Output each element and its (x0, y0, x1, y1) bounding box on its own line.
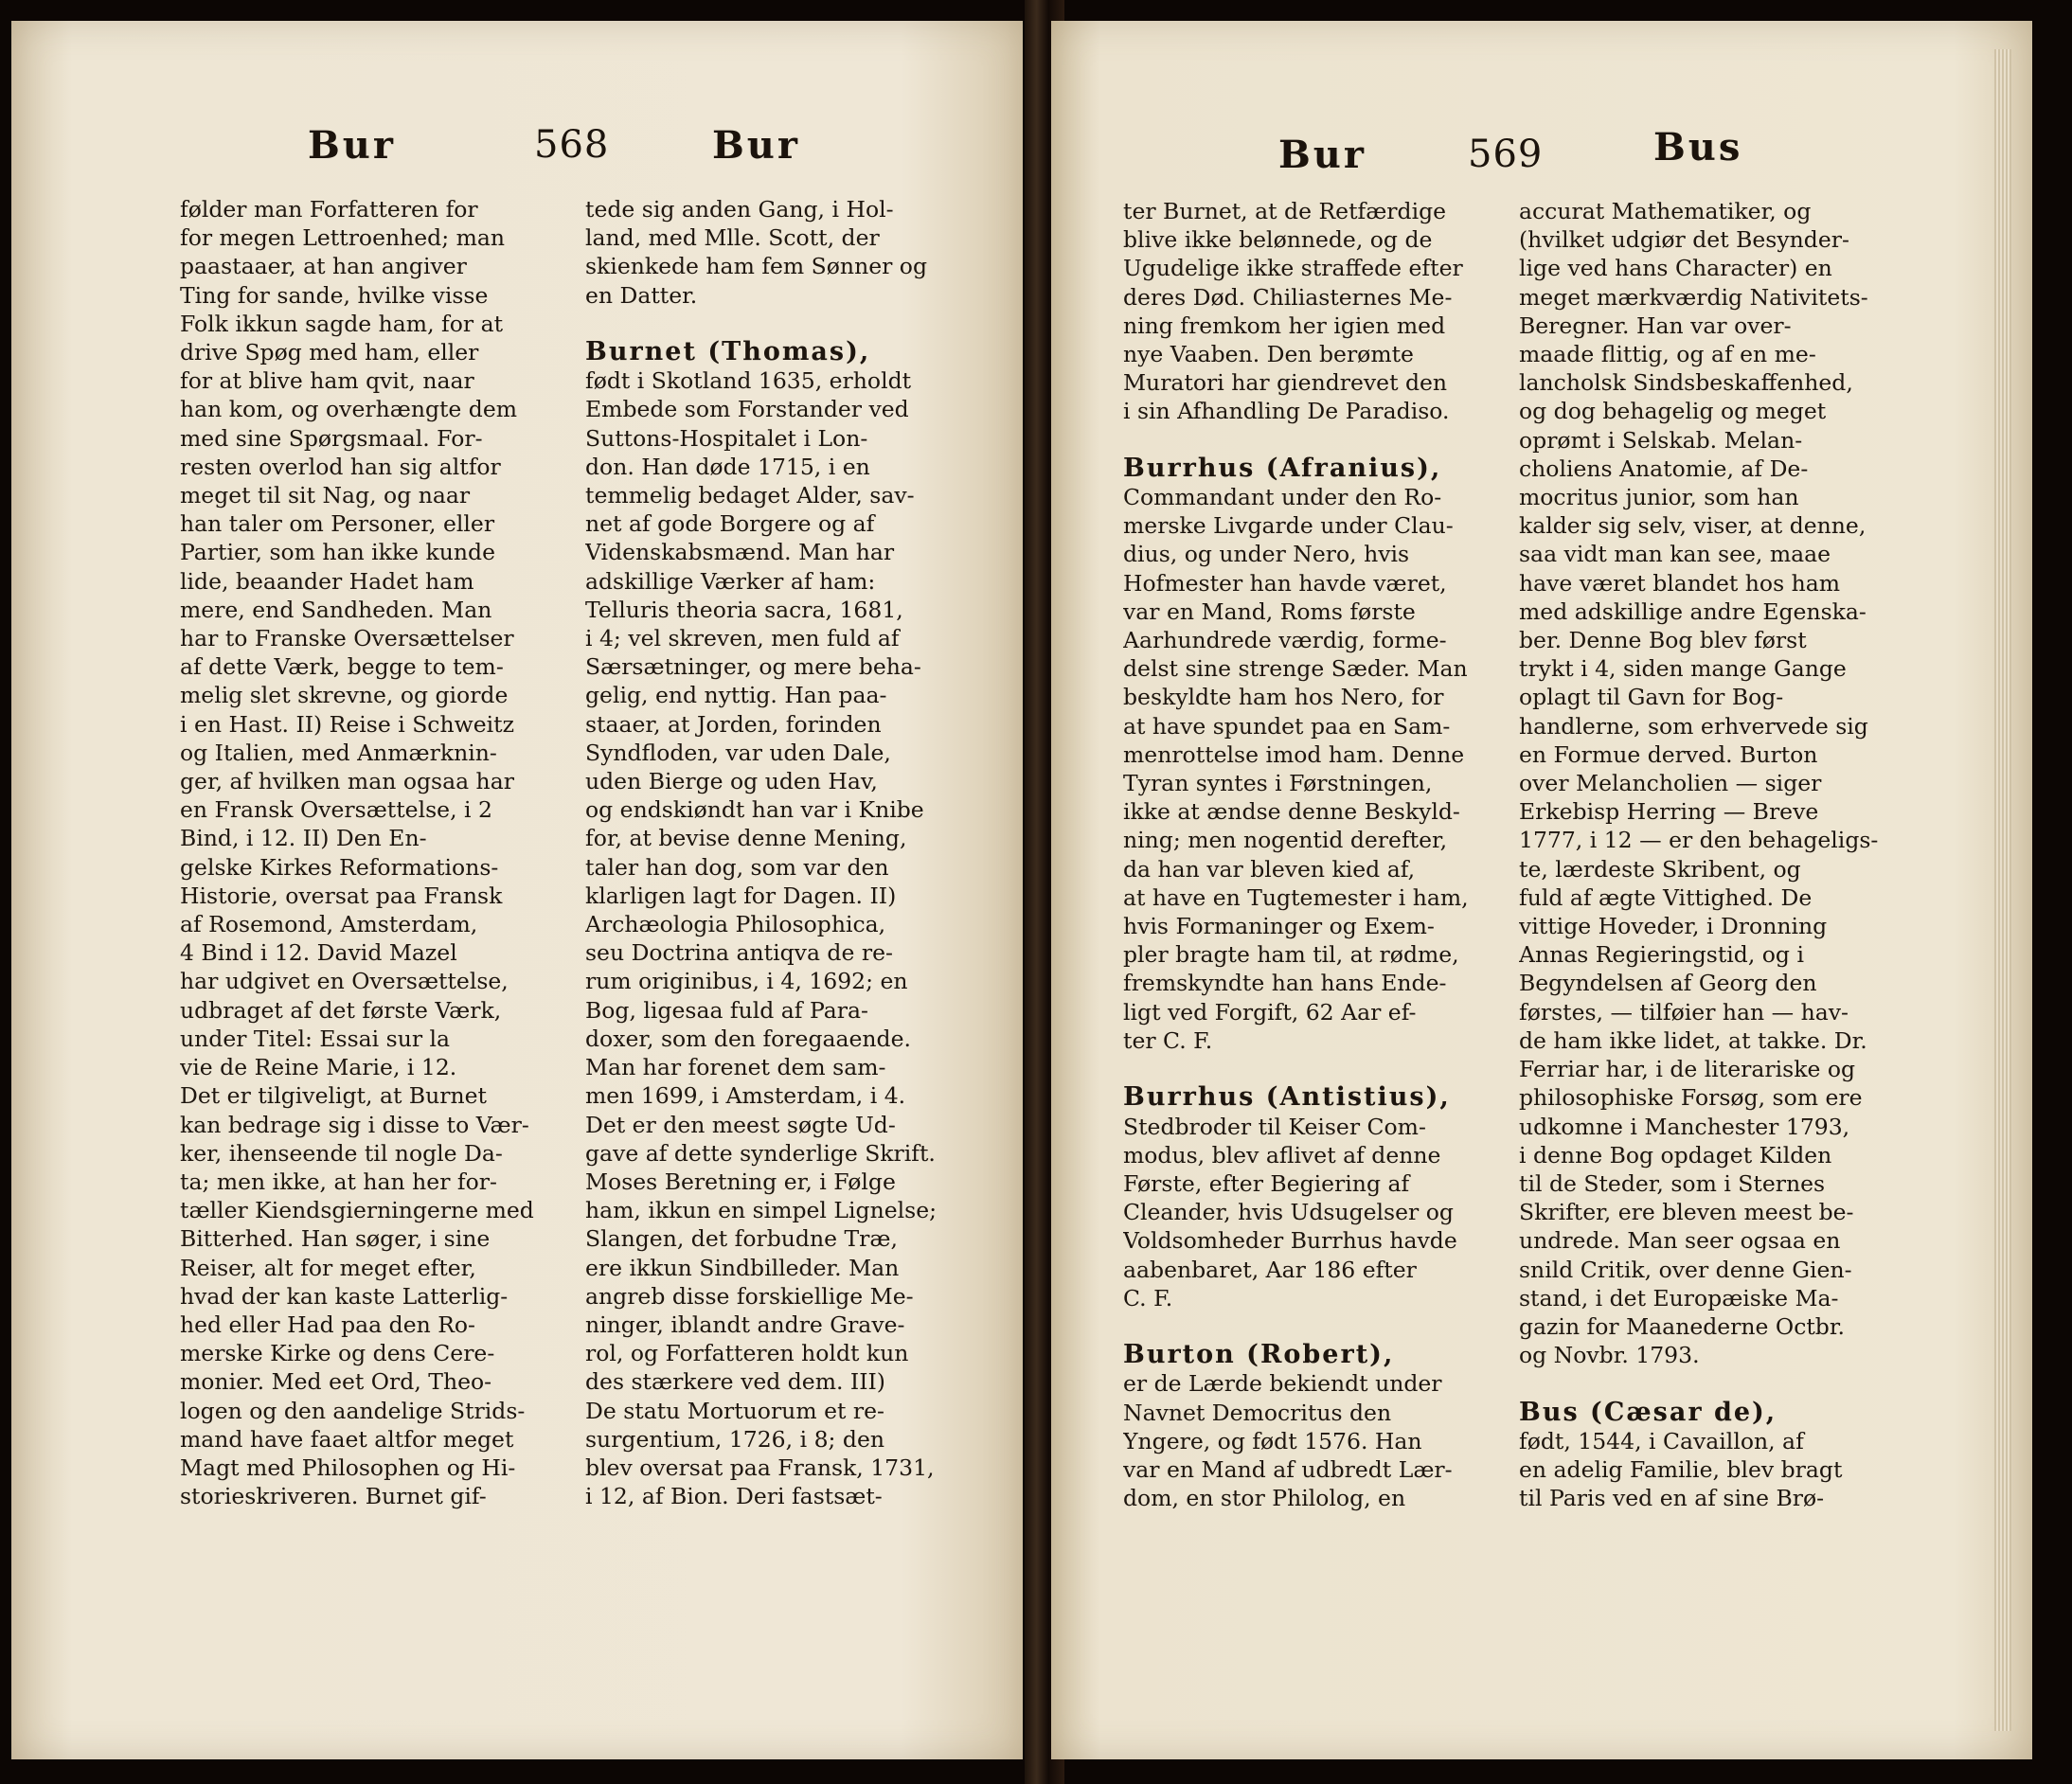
text-line: kan bedrage sig i disse to Vær- (180, 1111, 529, 1138)
left-page (11, 21, 1023, 1759)
text-line: ikke at ændse denne Beskyld- (1123, 798, 1460, 826)
text-line: ning fremkom her igien med (1123, 312, 1446, 339)
text-line: ber. Denne Bog blev først (1519, 627, 1807, 654)
text-line: logen og den aandelige Strids- (180, 1397, 526, 1424)
text-line: gelig, end nyttig. Han paa- (585, 682, 887, 709)
text-line (1123, 426, 1500, 455)
text-line: i denne Bog opdaget Kilden (1519, 1141, 1832, 1169)
text-line: Archæologia Philosophica, (585, 911, 886, 938)
text-line: have været blandet hos ham (1519, 569, 1841, 597)
text-line: rum originibus, i 4, 1692; en (585, 968, 908, 995)
text-line: med sine Spørgsmaal. For- (180, 424, 483, 452)
text-line: klarligen lagt for Dagen. II) (585, 882, 897, 909)
text-line: ta; men ikke, at han her for- (180, 1168, 497, 1195)
text-line: taler han dog, som var den (585, 853, 889, 881)
text-line: Magt med Philosophen og Hi- (180, 1454, 516, 1481)
text-line: i 4; vel skreven, men fuld af (585, 625, 900, 652)
text-line: mere, end Sandheden. Man (180, 596, 492, 623)
text-line: til de Steder, som i Sternes (1519, 1169, 1826, 1197)
text-line: adskillige Værker af ham: (585, 567, 876, 595)
text-line: land, med Mlle. Scott, der (585, 224, 880, 252)
text-line: handlerne, som erhvervede sig (1519, 712, 1868, 740)
left-running-head-right: Bur (712, 123, 800, 168)
text-line: han taler om Personer, eller (180, 510, 495, 538)
text-line: Reiser, alt for meget efter, (180, 1254, 476, 1281)
text-line: dius, og under Nero, hvis (1123, 541, 1410, 568)
right-running-head-left: Bur (1278, 133, 1366, 177)
text-line: tede sig anden Gang, i Hol- (585, 196, 894, 223)
text-line: ligt ved Forgift, 62 Aar ef- (1123, 998, 1417, 1026)
text-line: hvad der kan kaste Latterlig- (180, 1282, 509, 1310)
text-line: hvis Formaninger og Exem- (1123, 913, 1435, 940)
text-line: Stedbroder til Keiser Com- (1123, 1113, 1426, 1140)
text-line: Telluris theoria sacra, 1681, (585, 596, 903, 623)
text-line: Cleander, hvis Udsugelser og (1123, 1199, 1454, 1226)
text-line: ter Burnet, at de Retfærdige (1123, 198, 1447, 224)
text-line: Man har forenet dem sam- (585, 1054, 886, 1081)
text-line: Beregner. Han var over- (1519, 312, 1792, 339)
text-line: Partier, som han ikke kunde (180, 539, 496, 566)
text-line (1519, 1369, 1896, 1398)
text-line: men 1699, i Amsterdam, i 4. (585, 1082, 906, 1110)
text-line: lide, beaander Hadet ham (180, 567, 474, 595)
text-line: følder man Forfatteren for (180, 196, 478, 223)
text-line: vie de Reine Marie, i 12. (180, 1054, 457, 1081)
text-line: med adskillige andre Egenska- (1519, 598, 1867, 625)
text-line: lancholsk Sindsbeskaffenhed, (1519, 369, 1853, 397)
text-line: i en Hast. II) Reise i Schweitz (180, 710, 514, 738)
page-edge (1994, 49, 2011, 1731)
text-line: født i Skotland 1635, erholdt (585, 367, 912, 395)
right-column-1 (1123, 197, 1500, 1512)
text-line: net af gode Borgere og af (585, 510, 875, 538)
entry-heading: Bus (Cæsar de), (1519, 1398, 1777, 1427)
right-page (1051, 21, 2032, 1759)
text-line: oprømt i Selskab. Melan- (1519, 426, 1803, 454)
text-line: uden Bierge og uden Hav, (585, 768, 878, 795)
text-line: Muratori har giendrevet den (1123, 369, 1448, 397)
left-running-head-left: Bur (308, 123, 396, 168)
text-line: saa vidt man kan see, maae (1519, 541, 1831, 568)
text-line: don. Han døde 1715, i en (585, 453, 870, 480)
text-line: Særsætninger, og mere beha- (585, 653, 921, 681)
text-line: temmelig bedaget Alder, sav- (585, 482, 915, 509)
entry-heading: Burton (Robert), (1123, 1341, 1395, 1370)
text-line: rol, og Forfatteren holdt kun (585, 1340, 909, 1367)
text-line: blev oversat paa Fransk, 1731, (585, 1454, 935, 1481)
text-line: i sin Afhandling De Paradiso. (1123, 398, 1450, 425)
text-line: og dog behagelig og meget (1519, 398, 1827, 425)
left-page-number: 568 (534, 123, 610, 167)
entry-heading: Burnet (Thomas), (585, 338, 871, 367)
text-line: lige ved hans Character) en (1519, 255, 1832, 282)
text-line: ham, ikkun en simpel Lignelse; (585, 1197, 938, 1224)
text-line (1123, 1055, 1500, 1083)
text-line: af Rosemond, Amsterdam, (180, 911, 478, 938)
text-line: førstes, — tilføier han — hav- (1519, 998, 1849, 1026)
text-line: oplagt til Gavn for Bog- (1519, 684, 1784, 711)
text-line: maade flittig, og af en me- (1519, 341, 1816, 368)
text-line: Yngere, og født 1576. Han (1123, 1427, 1422, 1454)
text-line: af dette Værk, begge to tem- (180, 653, 504, 681)
text-line: Suttons-Hospitalet i Lon- (585, 424, 868, 452)
text-line: en Fransk Oversættelse, i 2 (180, 796, 492, 824)
text-line: ker, ihenseende til nogle Da- (180, 1139, 503, 1167)
text-line: pler bragte ham til, at rødme, (1123, 941, 1459, 969)
text-line: Syndfloden, var uden Dale, (585, 739, 891, 766)
text-line: Historie, oversat paa Fransk (180, 882, 503, 909)
text-line: surgentium, 1726, i 8; den (585, 1425, 884, 1453)
text-line: beskyldte ham hos Nero, for (1123, 684, 1444, 711)
text-line: Tyran syntes i Førstningen, (1123, 770, 1433, 797)
text-line: trykt i 4, siden mange Gange (1519, 655, 1847, 683)
text-line: til Paris ved en af sine Brø- (1519, 1485, 1825, 1512)
text-line: vittige Hoveder, i Dronning (1519, 913, 1828, 940)
text-line: Navnet Democritus den (1123, 1399, 1392, 1426)
text-line: fuld af ægte Vittighed. De (1519, 883, 1813, 911)
text-line: (hvilket udgiør det Besynder- (1519, 226, 1849, 254)
entry-heading: Burrhus (Antistius), (1123, 1083, 1451, 1113)
text-line: hed eller Had paa den Ro- (180, 1311, 475, 1338)
text-line: Bitterhed. Han søger, i sine (180, 1225, 491, 1253)
text-line: choliens Anatomie, af De- (1519, 455, 1809, 482)
text-line: Commandant under den Ro- (1123, 484, 1442, 511)
text-line: 1777, i 12 — er den behageligs- (1519, 827, 1879, 854)
text-line: over Melancholien — siger (1519, 770, 1822, 797)
text-line: Embede som Forstander ved (585, 396, 909, 423)
text-line: udkomne i Manchester 1793, (1519, 1113, 1850, 1140)
left-column-2 (585, 195, 960, 1510)
text-line: en Formue derved. Burton (1519, 740, 1818, 768)
text-line (585, 310, 960, 338)
text-line: for at blive ham qvit, naar (180, 367, 474, 395)
text-line: Ugudelige ikke straffede efter (1123, 255, 1463, 282)
text-line: i 12, af Bion. Deri fastsæt- (585, 1483, 883, 1510)
text-line: og Novbr. 1793. (1519, 1342, 1700, 1369)
text-line: gazin for Maanederne Octbr. (1519, 1312, 1845, 1340)
text-line: og endskiøndt han var i Knibe (585, 796, 924, 824)
text-line: er de Lærde bekiendt under (1123, 1370, 1442, 1398)
text-line: han kom, og overhængte dem (180, 396, 518, 423)
text-line: merske Livgarde under Clau- (1123, 512, 1454, 540)
entry-heading: Burrhus (Afranius), (1123, 454, 1442, 483)
text-line: philosophiske Forsøg, som ere (1519, 1084, 1863, 1112)
text-line: Det er tilgiveligt, at Burnet (180, 1082, 487, 1110)
text-line: accurat Mathematiker, og (1519, 198, 1812, 224)
text-line: dom, en stor Philolog, en (1123, 1485, 1406, 1512)
right-page-number: 569 (1468, 133, 1544, 176)
text-line: ger, af hvilken man ogsaa har (180, 768, 514, 795)
text-line: delst sine strenge Sæder. Man (1123, 655, 1468, 683)
text-line: Bog, ligesaa fuld af Para- (585, 996, 868, 1024)
text-line: ter C. F. (1123, 1026, 1213, 1054)
text-line: Hofmester han havde været, (1123, 569, 1447, 597)
text-line: udbraget af det første Værk, (180, 996, 502, 1024)
text-line: Moses Beretning er, i Følge (585, 1168, 896, 1195)
text-line: De statu Mortuorum et re- (585, 1397, 884, 1424)
text-line: staaer, at Jorden, forinden (585, 710, 882, 738)
text-line: en adelig Familie, blev bragt (1519, 1455, 1843, 1483)
text-line: blive ikke belønnede, og de (1123, 226, 1433, 254)
text-line: menrottelse imod ham. Denne (1123, 740, 1465, 768)
text-line: har to Franske Oversættelser (180, 625, 514, 652)
text-line: Folk ikkun sagde ham, for at (180, 310, 504, 337)
text-line: deres Død. Chiliasternes Me- (1123, 283, 1453, 311)
text-line: merske Kirke og dens Cere- (180, 1340, 495, 1367)
text-line: de ham ikke lidet, at takke. Dr. (1519, 1026, 1867, 1054)
text-line: nye Vaaben. Den berømte (1123, 341, 1414, 368)
text-line: Første, efter Begiering af (1123, 1169, 1410, 1197)
text-line: Voldsomheder Burrhus havde (1123, 1227, 1457, 1255)
text-line: C. F. (1123, 1284, 1173, 1311)
text-line: at have en Tugtemester i ham, (1123, 883, 1469, 911)
text-line: drive Spøg med ham, eller (180, 339, 479, 366)
text-line: for megen Lettroenhed; man (180, 224, 506, 252)
text-line: gelske Kirkes Reformations- (180, 853, 499, 881)
text-line: meget til sit Nag, og naar (180, 482, 471, 509)
text-line: angreb disse forskiellige Me- (585, 1282, 914, 1310)
text-line: kalder sig selv, viser, at denne, (1519, 512, 1867, 540)
text-line: Ferriar har, i de literariske og (1519, 1056, 1856, 1083)
text-line: melig slet skrevne, og giorde (180, 682, 509, 709)
text-line: Skrifter, ere bleven meest be- (1519, 1199, 1854, 1226)
text-line: aabenbaret, Aar 186 efter (1123, 1256, 1417, 1283)
text-line: Begyndelsen af Georg den (1519, 970, 1817, 997)
text-line: en Datter. (585, 281, 698, 309)
text-line: skienkede ham fem Sønner og (585, 253, 928, 280)
text-line: fremskyndte han hans Ende- (1123, 970, 1447, 997)
text-line: at have spundet paa en Sam- (1123, 712, 1451, 740)
text-line: Aarhundrede værdig, forme- (1123, 627, 1447, 654)
text-line: doxer, som den foregaaende. (585, 1025, 911, 1052)
right-column-2 (1519, 197, 1896, 1512)
text-line: snild Critik, over denne Gien- (1519, 1256, 1852, 1283)
text-line: var en Mand, Roms første (1123, 598, 1416, 625)
text-line: tæller Kiendsgierningerne med (180, 1197, 534, 1224)
text-line: seu Doctrina antiqva de re- (585, 939, 893, 967)
text-line: Annas Regieringstid, og i (1519, 941, 1804, 969)
text-line: ning; men nogentid derefter, (1123, 827, 1448, 854)
text-line: paastaaer, at han angiver (180, 253, 467, 280)
text-line: født, 1544, i Cavaillon, af (1519, 1427, 1804, 1454)
text-line: meget mærkværdig Nativitets- (1519, 283, 1868, 311)
text-line: stand, i det Europæiske Ma- (1519, 1284, 1839, 1311)
text-line: Slangen, det forbudne Træ, (585, 1225, 898, 1253)
text-line: Videnskabsmænd. Man har (585, 539, 895, 566)
text-line: og Italien, med Anmærknin- (180, 739, 497, 766)
text-line: da han var bleven kied af, (1123, 855, 1416, 883)
text-line: Det er den meest søgte Ud- (585, 1111, 896, 1138)
text-line: Bind, i 12. II) Den En- (180, 825, 427, 852)
text-line: under Titel: Essai sur la (180, 1025, 451, 1052)
text-line: modus, blev aflivet af denne (1123, 1141, 1441, 1169)
text-line: ninger, iblandt andre Grave- (585, 1311, 905, 1338)
text-line: mocritus junior, som han (1519, 484, 1799, 511)
text-line: for, at bevise denne Mening, (585, 825, 907, 852)
text-line: var en Mand af udbredt Lær- (1123, 1455, 1453, 1483)
text-line: Erkebisp Herring — Breve (1519, 798, 1819, 826)
text-line: Ting for sande, hvilke visse (180, 281, 489, 309)
text-line: gave af dette synderlige Skrift. (585, 1139, 936, 1167)
text-line: 4 Bind i 12. David Mazel (180, 939, 457, 967)
text-line: undrede. Man seer ogsaa en (1519, 1227, 1841, 1255)
left-column-1 (180, 195, 549, 1510)
text-line: resten overlod han sig altfor (180, 453, 501, 480)
text-line (1123, 1312, 1500, 1341)
right-running-head-right: Bus (1653, 125, 1743, 169)
text-line: des stærkere ved dem. III) (585, 1368, 885, 1396)
text-line: te, lærdeste Skribent, og (1519, 855, 1801, 883)
text-line: storieskriveren. Burnet gif- (180, 1483, 487, 1510)
text-line: har udgivet en Oversættelse, (180, 968, 509, 995)
text-line: mand have faaet altfor meget (180, 1425, 514, 1453)
text-line: monier. Med eet Ord, Theo- (180, 1368, 492, 1396)
text-line: ere ikkun Sindbilleder. Man (585, 1254, 900, 1281)
